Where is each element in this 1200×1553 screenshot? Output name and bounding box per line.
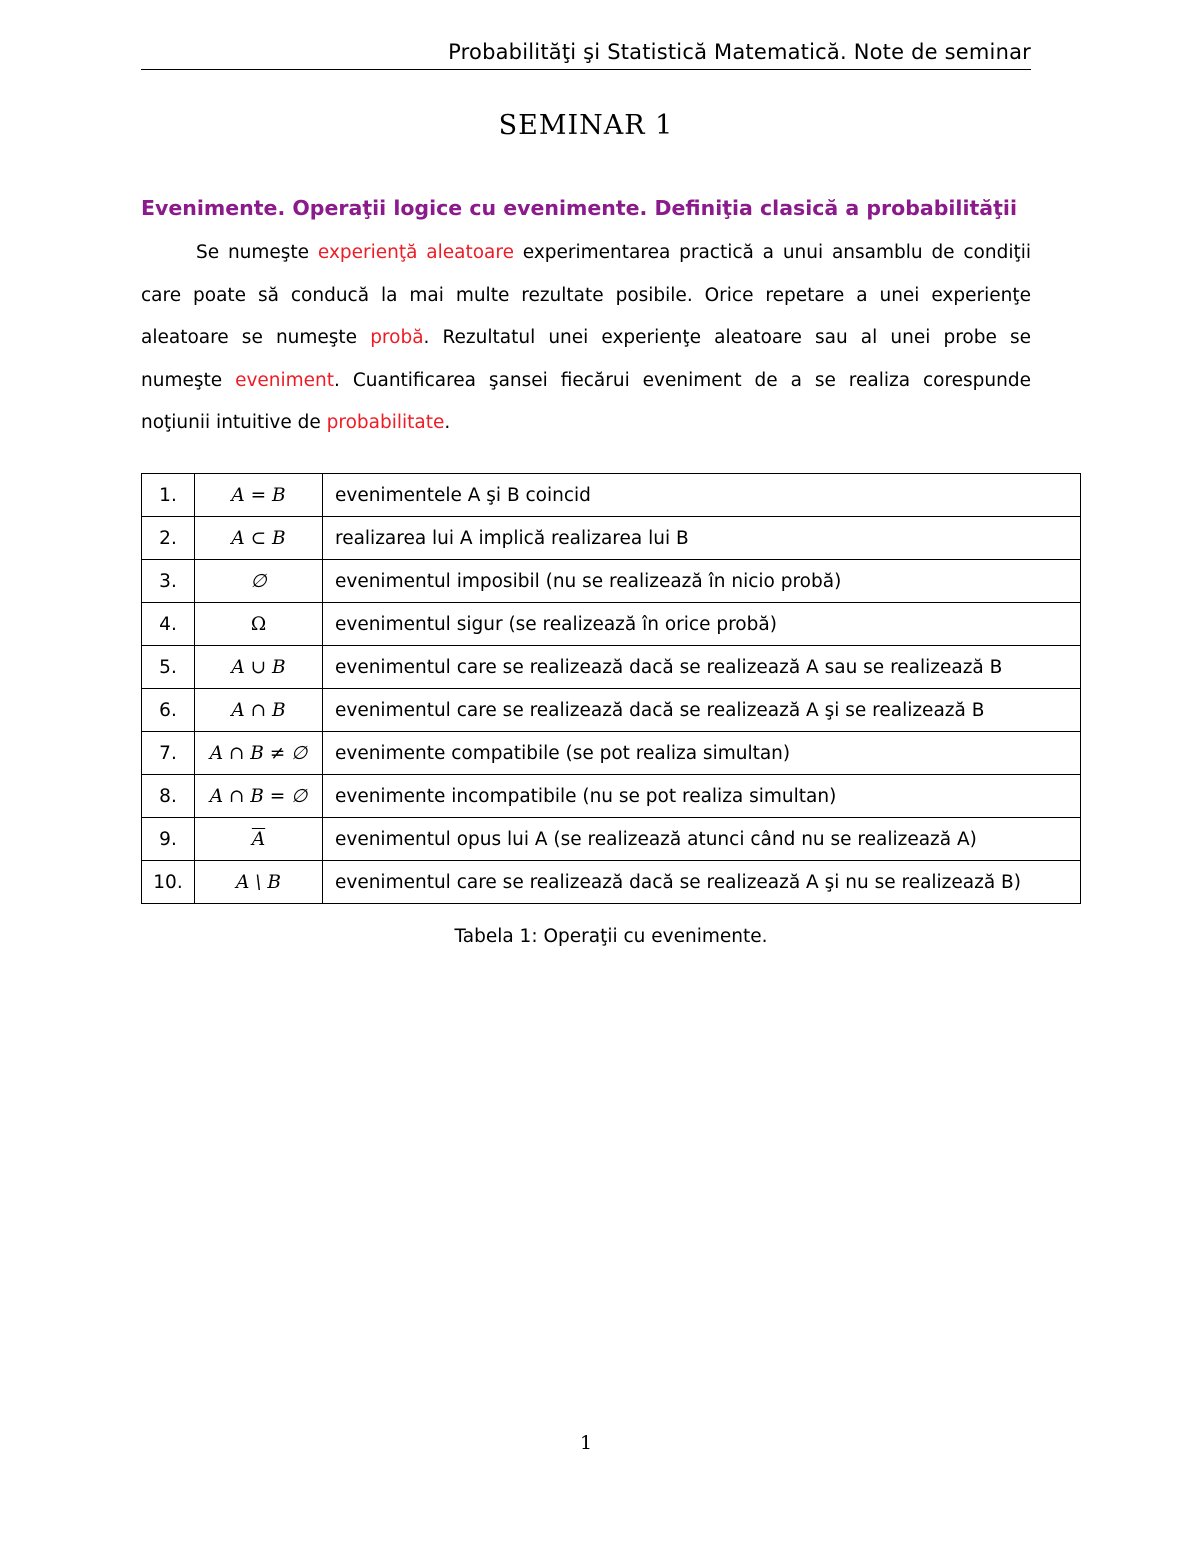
table-caption: Tabela 1: Operaţii cu evenimente. — [454, 926, 768, 947]
operations-table — [141, 473, 1081, 904]
table-row — [142, 603, 1081, 646]
row-number: 4. — [142, 603, 195, 646]
row-description: evenimentul sigur (se realizează în orice probă) — [323, 603, 1081, 646]
row-symbol: ∅ — [195, 560, 323, 603]
row-number: 10. — [142, 861, 195, 904]
paragraph-text: . Rezultatul unei experienţe aleatoare sau al unei probe se numeşte — [141, 327, 1031, 391]
row-number: 7. — [142, 732, 195, 775]
row-symbol: A ∩ B ≠ ∅ — [195, 732, 323, 775]
paragraph-text: . Cuantificarea şansei fiecărui eveniment de a se realiza corespunde noţiunii intuitive de — [141, 369, 1031, 433]
row-number: 3. — [142, 560, 195, 603]
row-symbol — [195, 818, 323, 861]
table-row — [142, 474, 1081, 517]
page-title: SEMINAR 1 — [498, 110, 674, 141]
section-heading: Evenimente. Operaţii logice cu evenimente. Definiţia clasică a probabilităţii — [141, 196, 1017, 220]
header-rule — [141, 69, 1031, 70]
row-description: evenimentul care se realizează dacă se realizează A şi se realizează B — [323, 689, 1081, 732]
row-description: evenimentul opus lui A (se realizează atunci când nu se realizează A) — [323, 818, 1081, 861]
row-description: evenimente compatibile (se pot realiza simultan) — [323, 732, 1081, 775]
row-description: evenimentul care se realizează dacă se realizează A sau se realizează B — [323, 646, 1081, 689]
row-number: 9. — [142, 818, 195, 861]
row-symbol: A ∪ B — [195, 646, 323, 689]
row-symbol: A ⊂ B — [195, 517, 323, 560]
row-symbol: A ∩ B — [195, 689, 323, 732]
table-row — [142, 861, 1081, 904]
table-row — [142, 646, 1081, 689]
term-proba: probă — [370, 327, 424, 348]
running-header: Probabilităţi şi Statistică Matematică. Note de seminar — [448, 40, 1031, 64]
row-symbol: Ω — [195, 603, 323, 646]
table-row — [142, 517, 1081, 560]
table-row — [142, 818, 1081, 861]
intro-paragraph — [141, 232, 1031, 445]
page-number: 1 — [579, 1432, 593, 1454]
table-row — [142, 689, 1081, 732]
table-row — [142, 560, 1081, 603]
row-description: evenimentul imposibil (nu se realizează în nicio probă) — [323, 560, 1081, 603]
paragraph-text: Se numeşte — [196, 242, 318, 263]
paragraph-text: . — [444, 412, 451, 433]
row-description: evenimente incompatibile (nu se pot realiza simultan) — [323, 775, 1081, 818]
term-experienta-aleatoare: experienţă aleatoare — [317, 242, 514, 263]
row-description: evenimentul care se realizează dacă se realizează A şi nu se realizează B) — [323, 861, 1081, 904]
row-number: 8. — [142, 775, 195, 818]
row-description: realizarea lui A implică realizarea lui B — [323, 517, 1081, 560]
row-description: evenimentele A şi B coincid — [323, 474, 1081, 517]
row-number: 5. — [142, 646, 195, 689]
paragraph-text: experimentarea practică a unui ansamblu de condiţii care poate să conducă la mai multe rezultate posibile. Orice repetare a unei experienţe aleatoare se numeşte — [141, 242, 1032, 348]
row-symbol: A = B — [195, 474, 323, 517]
term-probabilitate: probabilitate — [326, 412, 445, 433]
term-eveniment: eveniment — [235, 369, 335, 391]
table-row — [142, 732, 1081, 775]
row-symbol: A \ B — [195, 861, 323, 904]
table-row — [142, 775, 1081, 818]
row-number: 2. — [142, 517, 195, 560]
row-symbol: A ∩ B = ∅ — [195, 775, 323, 818]
row-number: 1. — [142, 474, 195, 517]
row-number: 6. — [142, 689, 195, 732]
complement-symbol: $\overline{A}$ — [251, 828, 266, 850]
